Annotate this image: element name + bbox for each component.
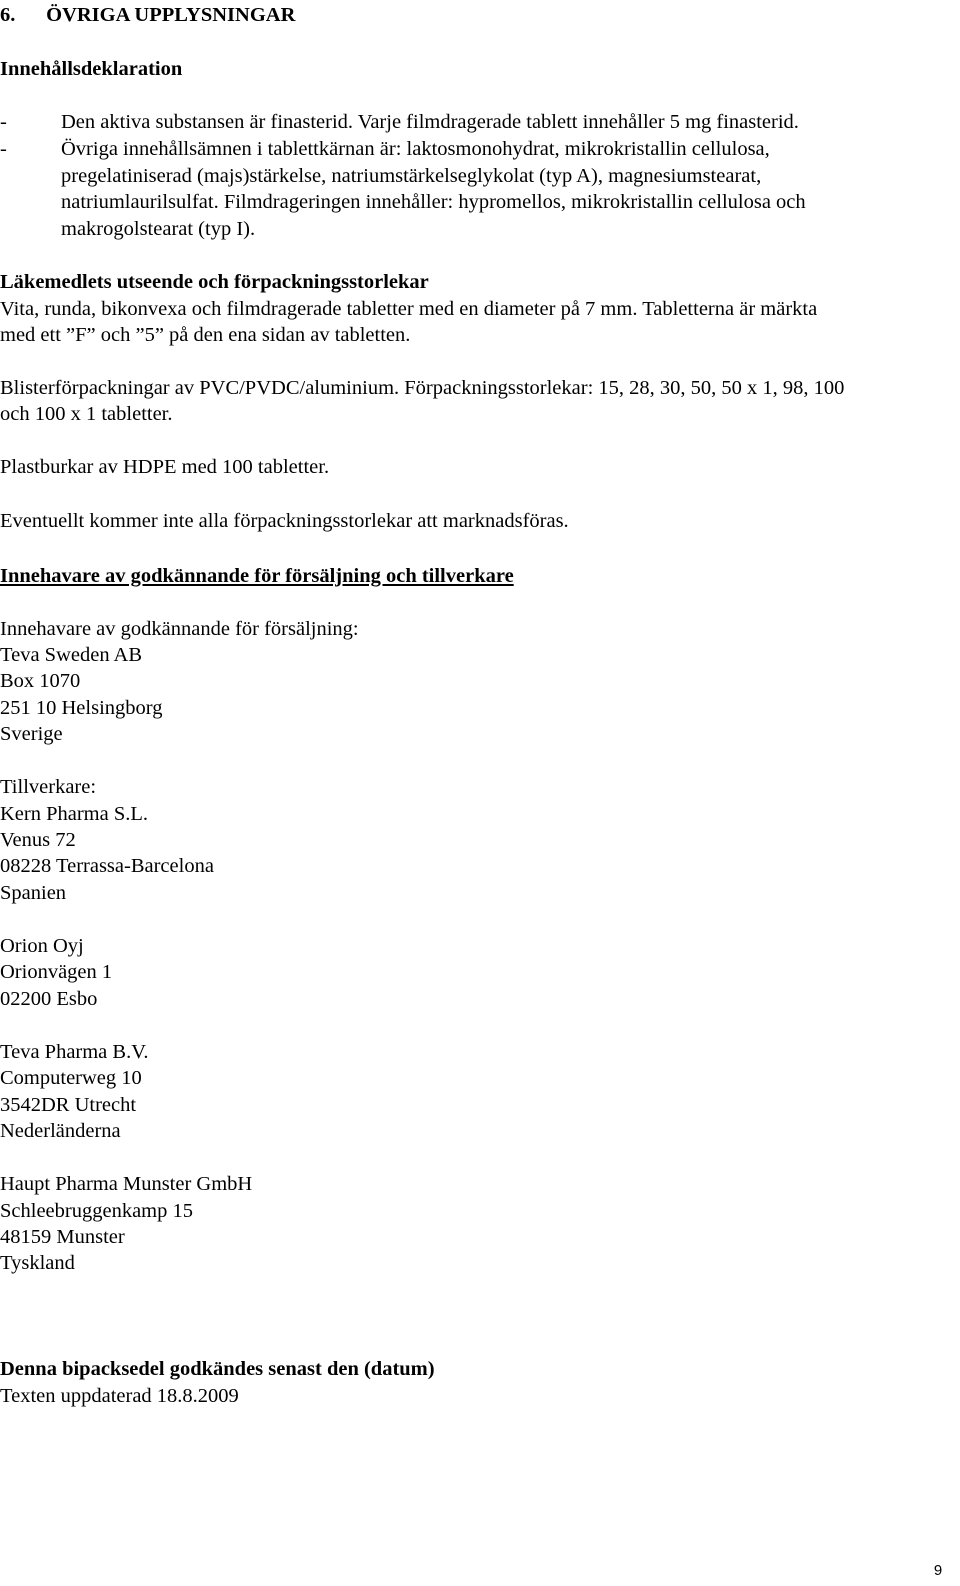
excipients-line: natriumlaurilsulfat. Filmdrageringen innehåller: hypromellos, mikrokristallin cellulosa och — [61, 191, 806, 213]
updated-text: Texten uppdaterad 18.8.2009 — [0, 1385, 239, 1407]
manufacturer-address-line: Teva Pharma B.V. — [0, 1041, 149, 1063]
mah-address-line: Box 1070 — [0, 670, 81, 692]
blister-line: och 100 x 1 tabletter. — [0, 403, 173, 425]
manufacturer-address-line: Nederländerna — [0, 1120, 121, 1142]
excipients-line: Övriga innehållsämnen i tablettkärnan är: laktosmonohydrat, mikrokristallin cellulosa, — [61, 138, 770, 160]
page-number: 9 — [933, 1562, 943, 1579]
active-substance-text: Den aktiva substansen är finasterid. Varje filmdragerade tablett innehåller 5 mg finasterid. — [61, 111, 799, 133]
manufacturer-address-line: Haupt Pharma Munster GmbH — [0, 1173, 253, 1195]
list-dash: - — [0, 138, 7, 160]
manufacturer-address-line: Spanien — [0, 882, 67, 904]
contents-heading: Innehållsdeklaration — [0, 58, 183, 80]
manufacturer-address-line: 08228 Terrassa-Barcelona — [0, 855, 214, 877]
appearance-line: med ett ”F” och ”5” på den ena sidan av tabletten. — [0, 324, 411, 346]
mah-address-line: Teva Sweden AB — [0, 644, 143, 666]
bottle-text: Plastburkar av HDPE med 100 tabletter. — [0, 456, 330, 478]
manufacturer-address-line: Kern Pharma S.L. — [0, 803, 149, 825]
manufacturer-address-line: 3542DR Utrecht — [0, 1094, 137, 1116]
marketing-note: Eventuellt kommer inte alla förpackningsstorlekar att marknadsföras. — [0, 510, 569, 532]
appearance-heading: Läkemedlets utseende och förpackningsstorlekar — [0, 271, 429, 293]
list-dash: - — [0, 111, 7, 133]
mah-address-line: 251 10 Helsingborg — [0, 697, 163, 719]
mah-label: Innehavare av godkännande för försäljning: — [0, 618, 359, 640]
appearance-line: Vita, runda, bikonvexa och filmdragerade tabletter med en diameter på 7 mm. Tabletterna är märkta — [0, 298, 818, 320]
manufacturer-address-line: Orionvägen 1 — [0, 961, 113, 983]
manufacturer-label: Tillverkare: — [0, 776, 97, 798]
mah-address-line: Sverige — [0, 723, 63, 745]
manufacturer-address-line: Orion Oyj — [0, 935, 84, 957]
manufacturer-address-line: Schleebruggenkamp 15 — [0, 1200, 193, 1222]
excipients-line: makrogolstearat (typ I). — [61, 218, 256, 240]
approval-heading: Denna bipacksedel godkändes senast den (datum) — [0, 1358, 435, 1380]
manufacturer-address-line: Tyskland — [0, 1252, 75, 1274]
manufacturer-address-line: Computerweg 10 — [0, 1067, 142, 1089]
page-number-row — [0, 1562, 952, 1580]
section-title: 6. ÖVRIGA UPPLYSNINGAR — [0, 4, 296, 26]
manufacturer-address-line: Venus 72 — [0, 829, 76, 851]
holder-heading: Innehavare av godkännande för försäljning och tillverkare — [0, 565, 514, 587]
manufacturer-address-line: 02200 Esbo — [0, 988, 98, 1010]
manufacturer-address-line: 48159 Munster — [0, 1226, 125, 1248]
excipients-line: pregelatiniserad (majs)stärkelse, natriumstärkelseglykolat (typ A), magnesiumstearat, — [61, 165, 762, 187]
blister-line: Blisterförpackningar av PVC/PVDC/aluminium. Förpackningsstorlekar: 15, 28, 30, 50, 50 x 1, 98, 100 — [0, 377, 845, 399]
